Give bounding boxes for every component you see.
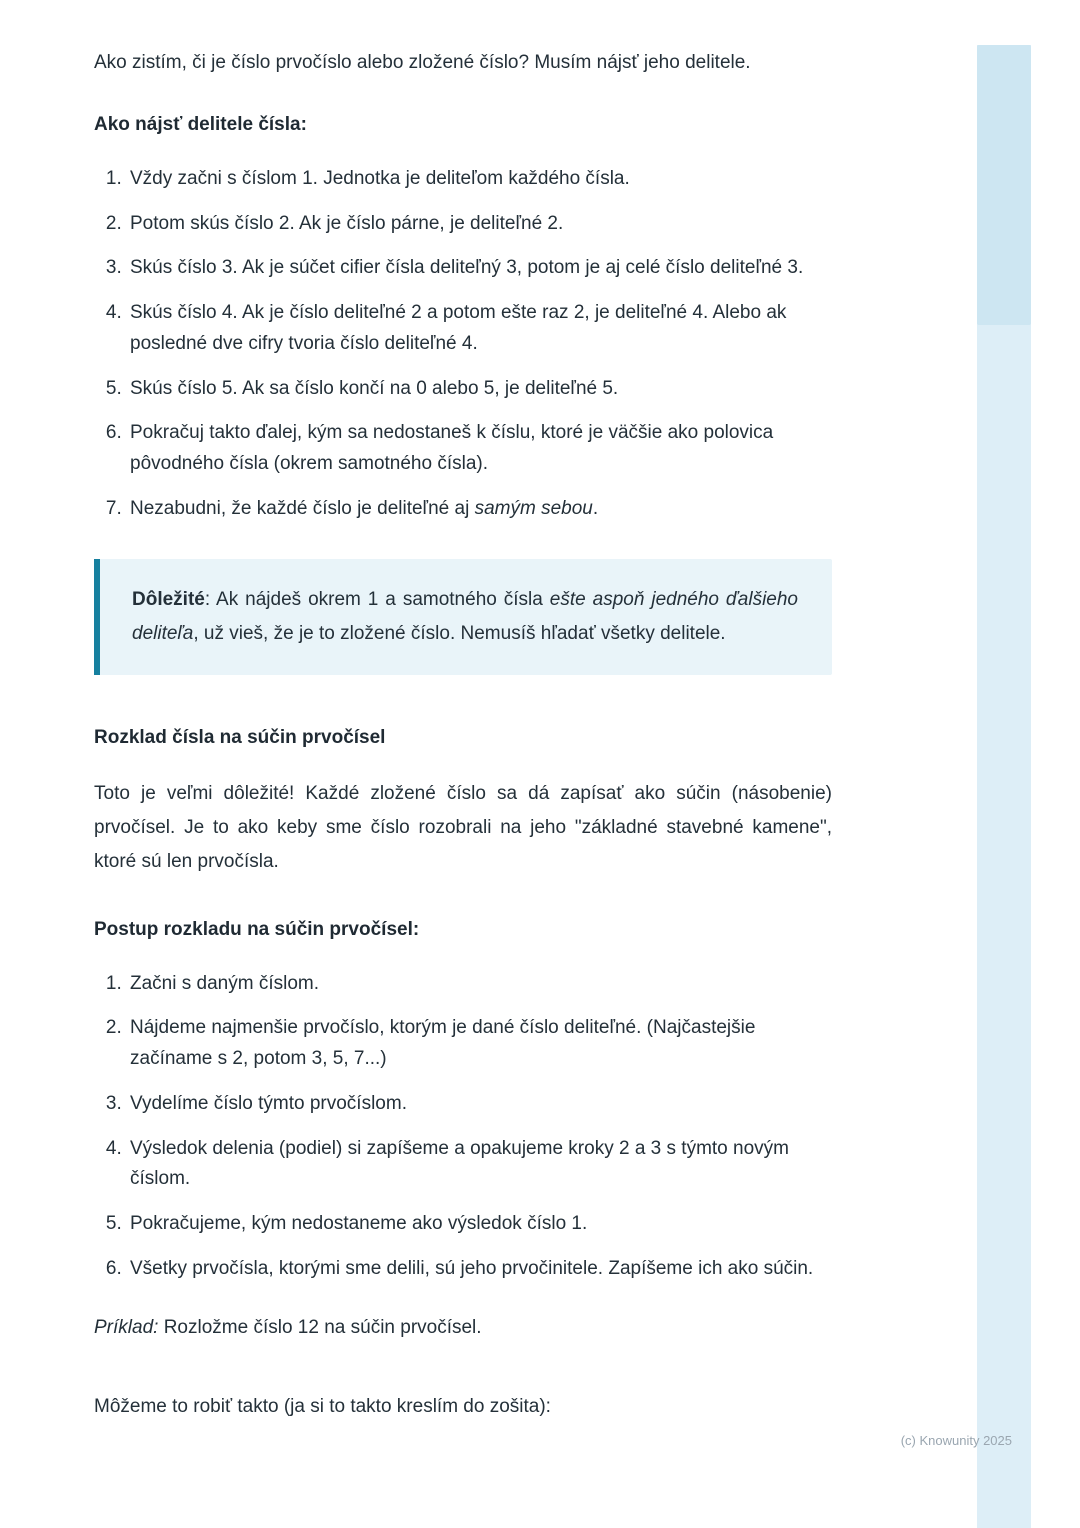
list-item-emphasis: samým sebou [474,497,593,519]
list-item: 1. Vždy začni s číslom 1. Jednotka je deliteľom každého čísla. [127,164,832,195]
decomposition-paragraph: Toto je veľmi dôležité! Každé zložené číslo sa dá zapísať ako súčin (násobenie) prvočísel. Je to ako keby sme číslo rozobrali na jeho "základné stavebné kamene", ktoré sú len prvočísla. [94,783,832,872]
list-item: 5. Pokračujeme, kým nedostaneme ako výsledok číslo 1. [127,1209,832,1240]
callout-label: Dôležité [132,588,205,610]
example-label: Príklad: [94,1316,159,1338]
list-item: 2. Potom skús číslo 2. Ak je číslo párne, je deliteľné 2. [127,209,832,240]
example-text: Rozložme číslo 12 na súčin prvočísel. [158,1316,482,1338]
callout-text: : Ak nájdeš okrem 1 a samotného čísla [204,588,550,610]
heading-decomposition: Rozklad čísla na súčin prvočísel [94,727,386,749]
scrollbar-thumb[interactable] [977,45,1031,325]
list-item: 6. Všetky prvočísla, ktorými sme delili, sú jeho prvočinitele. Zapíšeme ich ako súčin. [127,1254,832,1285]
list-item [127,494,832,525]
list-item: 3. Vydelíme číslo týmto prvočíslom. [127,1089,832,1120]
scrollbar-track[interactable] [977,45,1031,1528]
closing-paragraph: Môžeme to robiť takto (ja si to takto kreslím do zošita): [94,1396,551,1418]
callout-emphasis: ešte aspoň jedného ďalšieho deliteľa [132,588,798,644]
example-paragraph [94,1311,832,1345]
list-item: 5. Skús číslo 5. Ak sa číslo končí na 0 alebo 5, je deliteľné 5. [127,374,832,405]
intro-paragraph: Ako zistím, či je číslo prvočíslo alebo zložené číslo? Musím nájsť jeho delitele. [94,52,751,73]
find-divisors-list [94,164,832,525]
heading-find-divisors: Ako nájsť delitele čísla: [94,113,307,135]
list-item-text: . [592,497,599,519]
list-item: 6. Pokračuj takto ďalej, kým sa nedostaneš k číslu, ktoré je väčšie ako polovica pôvodného čísla (okrem samotného čísla). [127,418,832,480]
procedure-list [94,969,832,1285]
document-content [94,46,832,1424]
list-item: 3. Skús číslo 3. Ak je súčet cifier čísla deliteľný 3, potom je aj celé číslo deliteľné 3. [127,253,832,284]
list-item: 1. Začni s daným číslom. [127,969,832,1000]
list-item: 4. Výsledok delenia (podiel) si zapíšeme a opakujeme kroky 2 a 3 s týmto novým číslom. [127,1134,832,1196]
callout-text: , už vieš, že je to zložené číslo. Nemusíš hľadať všetky delitele. [193,622,726,644]
important-callout [94,559,832,675]
heading-procedure: Postup rozkladu na súčin prvočísel: [94,918,420,940]
list-item: 2. Nájdeme najmenšie prvočíslo, ktorým je dané číslo deliteľné. (Najčastejšie začíname s 2, potom 3, 5, 7...) [127,1013,832,1075]
list-item-text: Nezabudni, že každé číslo je deliteľné aj [130,497,475,519]
list-item: 4. Skús číslo 4. Ak je číslo deliteľné 2 a potom ešte raz 2, je deliteľné 4. Alebo ak posledné dve cifry tvoria číslo deliteľné 4. [127,298,832,360]
watermark: (c) Knowunity 2025 [900,1433,1012,1448]
